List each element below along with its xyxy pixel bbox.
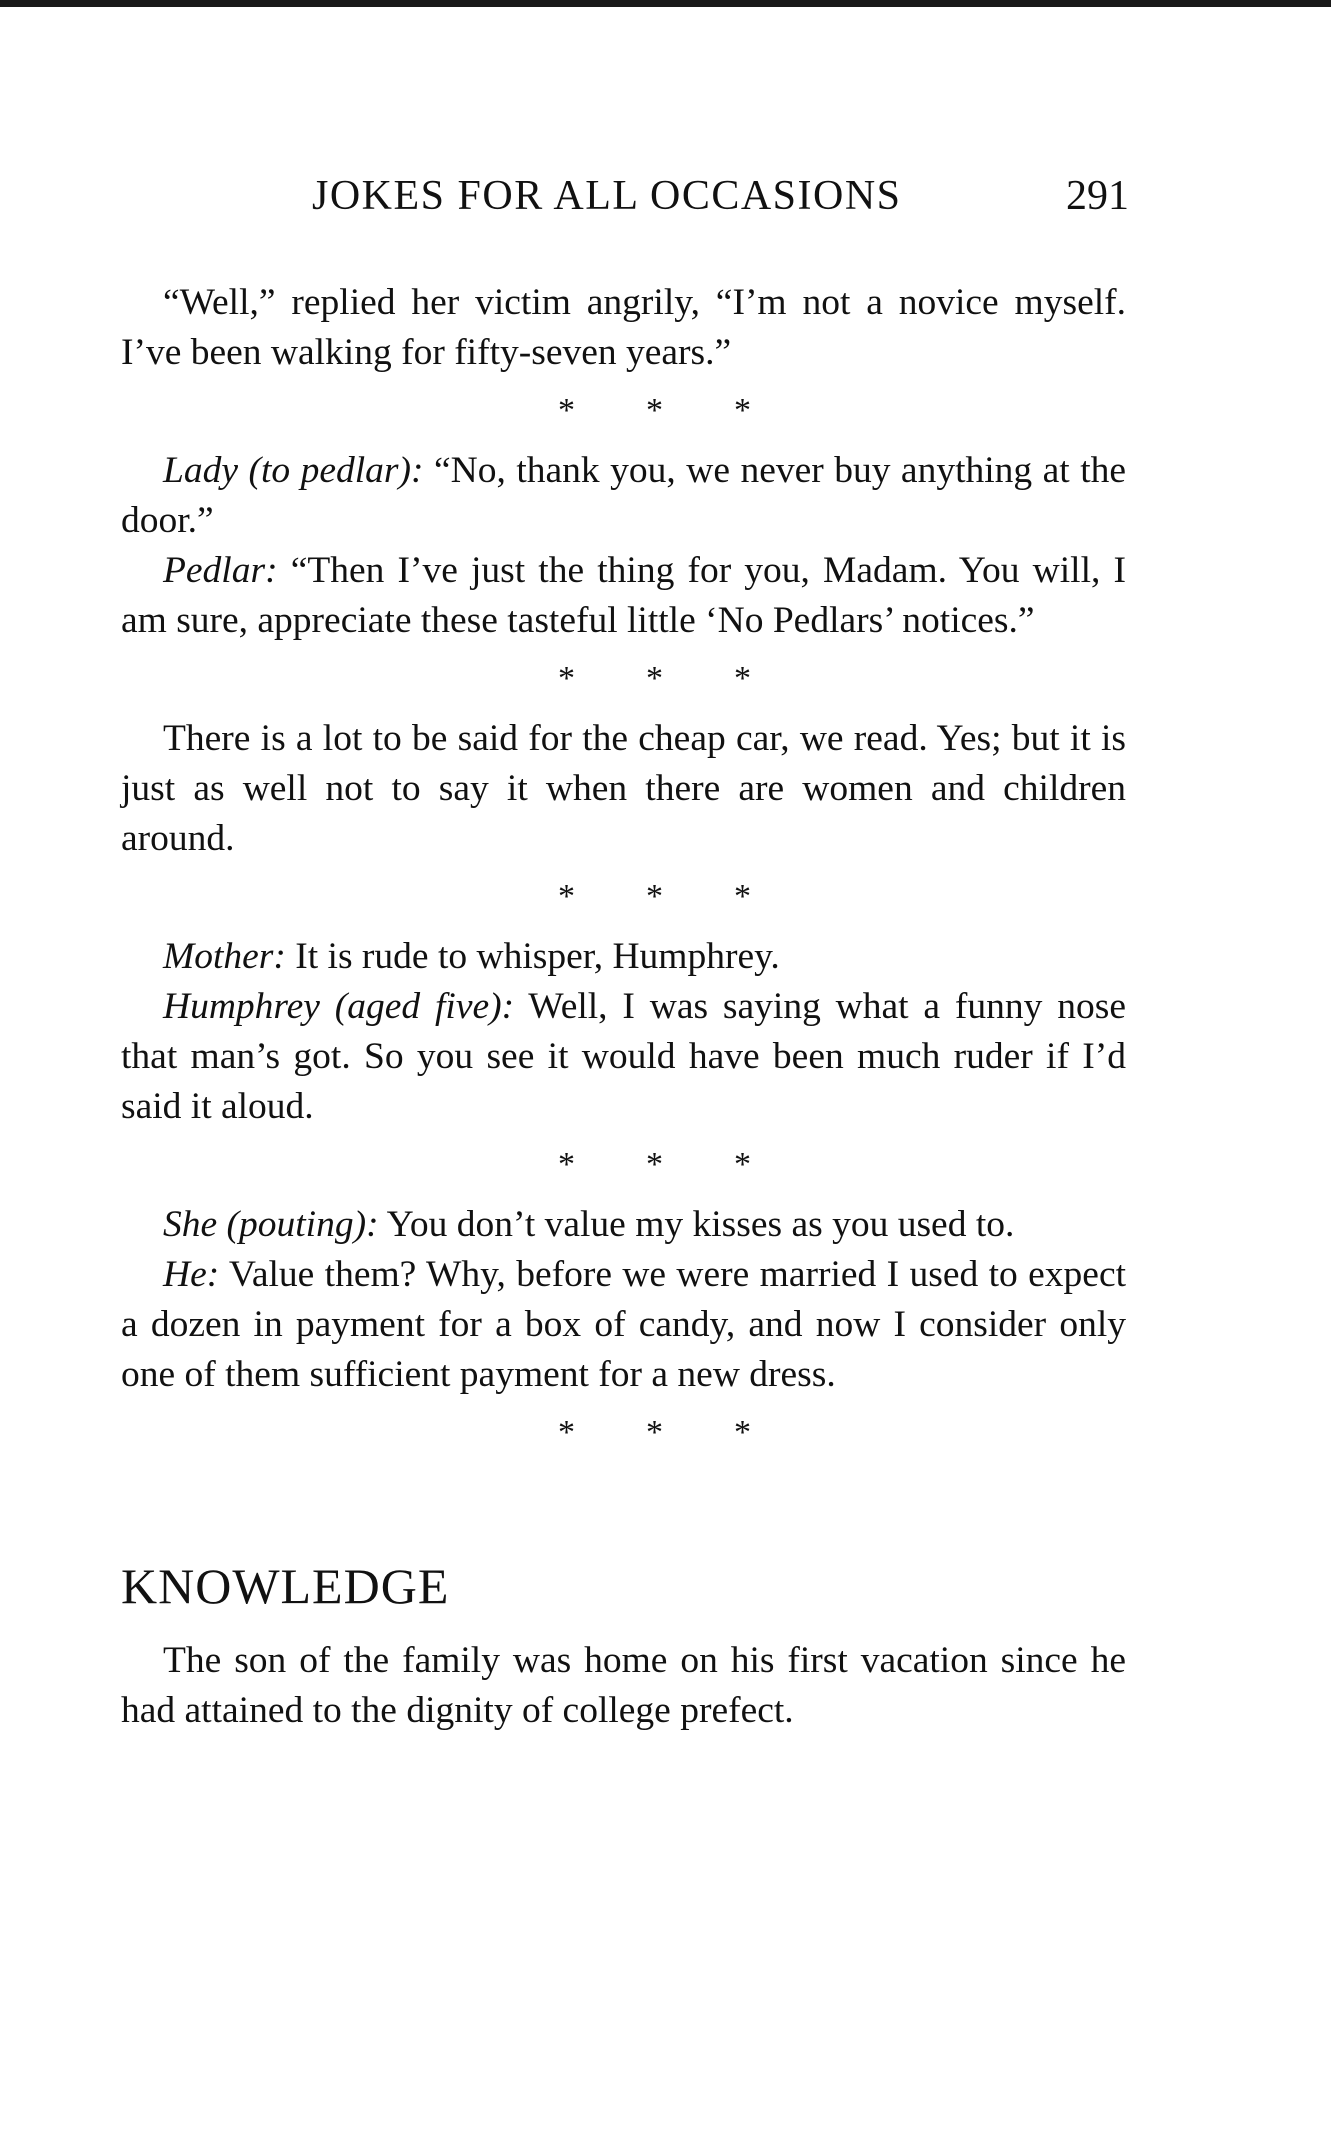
separator-asterisks [121, 1140, 1126, 1190]
speaker-label: Humphrey (aged five): [163, 986, 515, 1027]
dialogue-line [121, 546, 1126, 646]
dialogue-line [121, 1200, 1126, 1250]
asterisk: * [646, 1146, 663, 1183]
dialogue-text: “No, thank you, we never buy anything at the door.” [121, 450, 1127, 541]
joke-paragraph: “Well,” replied her victim angrily, “I’m not a novice myself. I’ve been walking for fifty-seven years.” [121, 282, 1126, 373]
dialogue-text: Well, I was saying what a funny nose that man’s got. So you see it would have been much ruder if I’d said it aloud. [121, 986, 1127, 1127]
speaker-label: Lady (to pedlar): [163, 450, 424, 491]
dialogue-line [121, 982, 1126, 1132]
section-paragraph: The son of the family was home on his first vacation since he had attained to the dignity of college prefect. [121, 1640, 1126, 1731]
asterisk: * [558, 392, 575, 429]
joke-paragraph: There is a lot to be said for the cheap car, we read. Yes; but it is just as well not to say it when there are women and children around. [121, 718, 1126, 859]
page-number: 291 [1066, 173, 1129, 219]
asterisk: * [734, 1414, 751, 1451]
dialogue-text: “Then I’ve just the thing for you, Madam. You will, I am sure, appreciate these tasteful little ‘No Pedlars’ notices.” [121, 550, 1126, 641]
dialogue-text: It is rude to whisper, Humphrey. [295, 936, 780, 977]
asterisk: * [734, 1146, 751, 1183]
asterisk: * [646, 878, 663, 915]
running-title: JOKES FOR ALL OCCASIONS [312, 173, 902, 219]
asterisk: * [558, 1414, 575, 1451]
asterisk: * [734, 878, 751, 915]
separator-asterisks [121, 1408, 1126, 1458]
asterisk: * [646, 392, 663, 429]
speaker-label: Pedlar: [163, 550, 278, 591]
speaker-label: She (pouting): [163, 1204, 379, 1245]
speaker-label: He: [163, 1254, 220, 1295]
asterisk: * [558, 660, 575, 697]
dialogue-line [121, 1250, 1126, 1400]
asterisk: * [646, 660, 663, 697]
page-body [121, 278, 1126, 1736]
separator-asterisks [121, 386, 1126, 436]
asterisk: * [734, 392, 751, 429]
asterisk: * [646, 1414, 663, 1451]
dialogue-text: You don’t value my kisses as you used to. [386, 1204, 1015, 1245]
page-header [0, 172, 1331, 232]
section-heading: KNOWLEDGE [121, 1558, 450, 1614]
dialogue-text: Value them? Why, before we were married I used to expect a dozen in payment for a box of candy, and now I consider only one of them sufficient payment for a new dress. [121, 1254, 1127, 1395]
dialogue-line [121, 446, 1126, 546]
asterisk: * [558, 1146, 575, 1183]
asterisk: * [734, 660, 751, 697]
dialogue-line [121, 932, 1126, 982]
asterisk: * [558, 878, 575, 915]
separator-asterisks [121, 654, 1126, 704]
speaker-label: Mother: [163, 936, 286, 977]
top-border-rule [0, 0, 1331, 7]
separator-asterisks [121, 872, 1126, 922]
